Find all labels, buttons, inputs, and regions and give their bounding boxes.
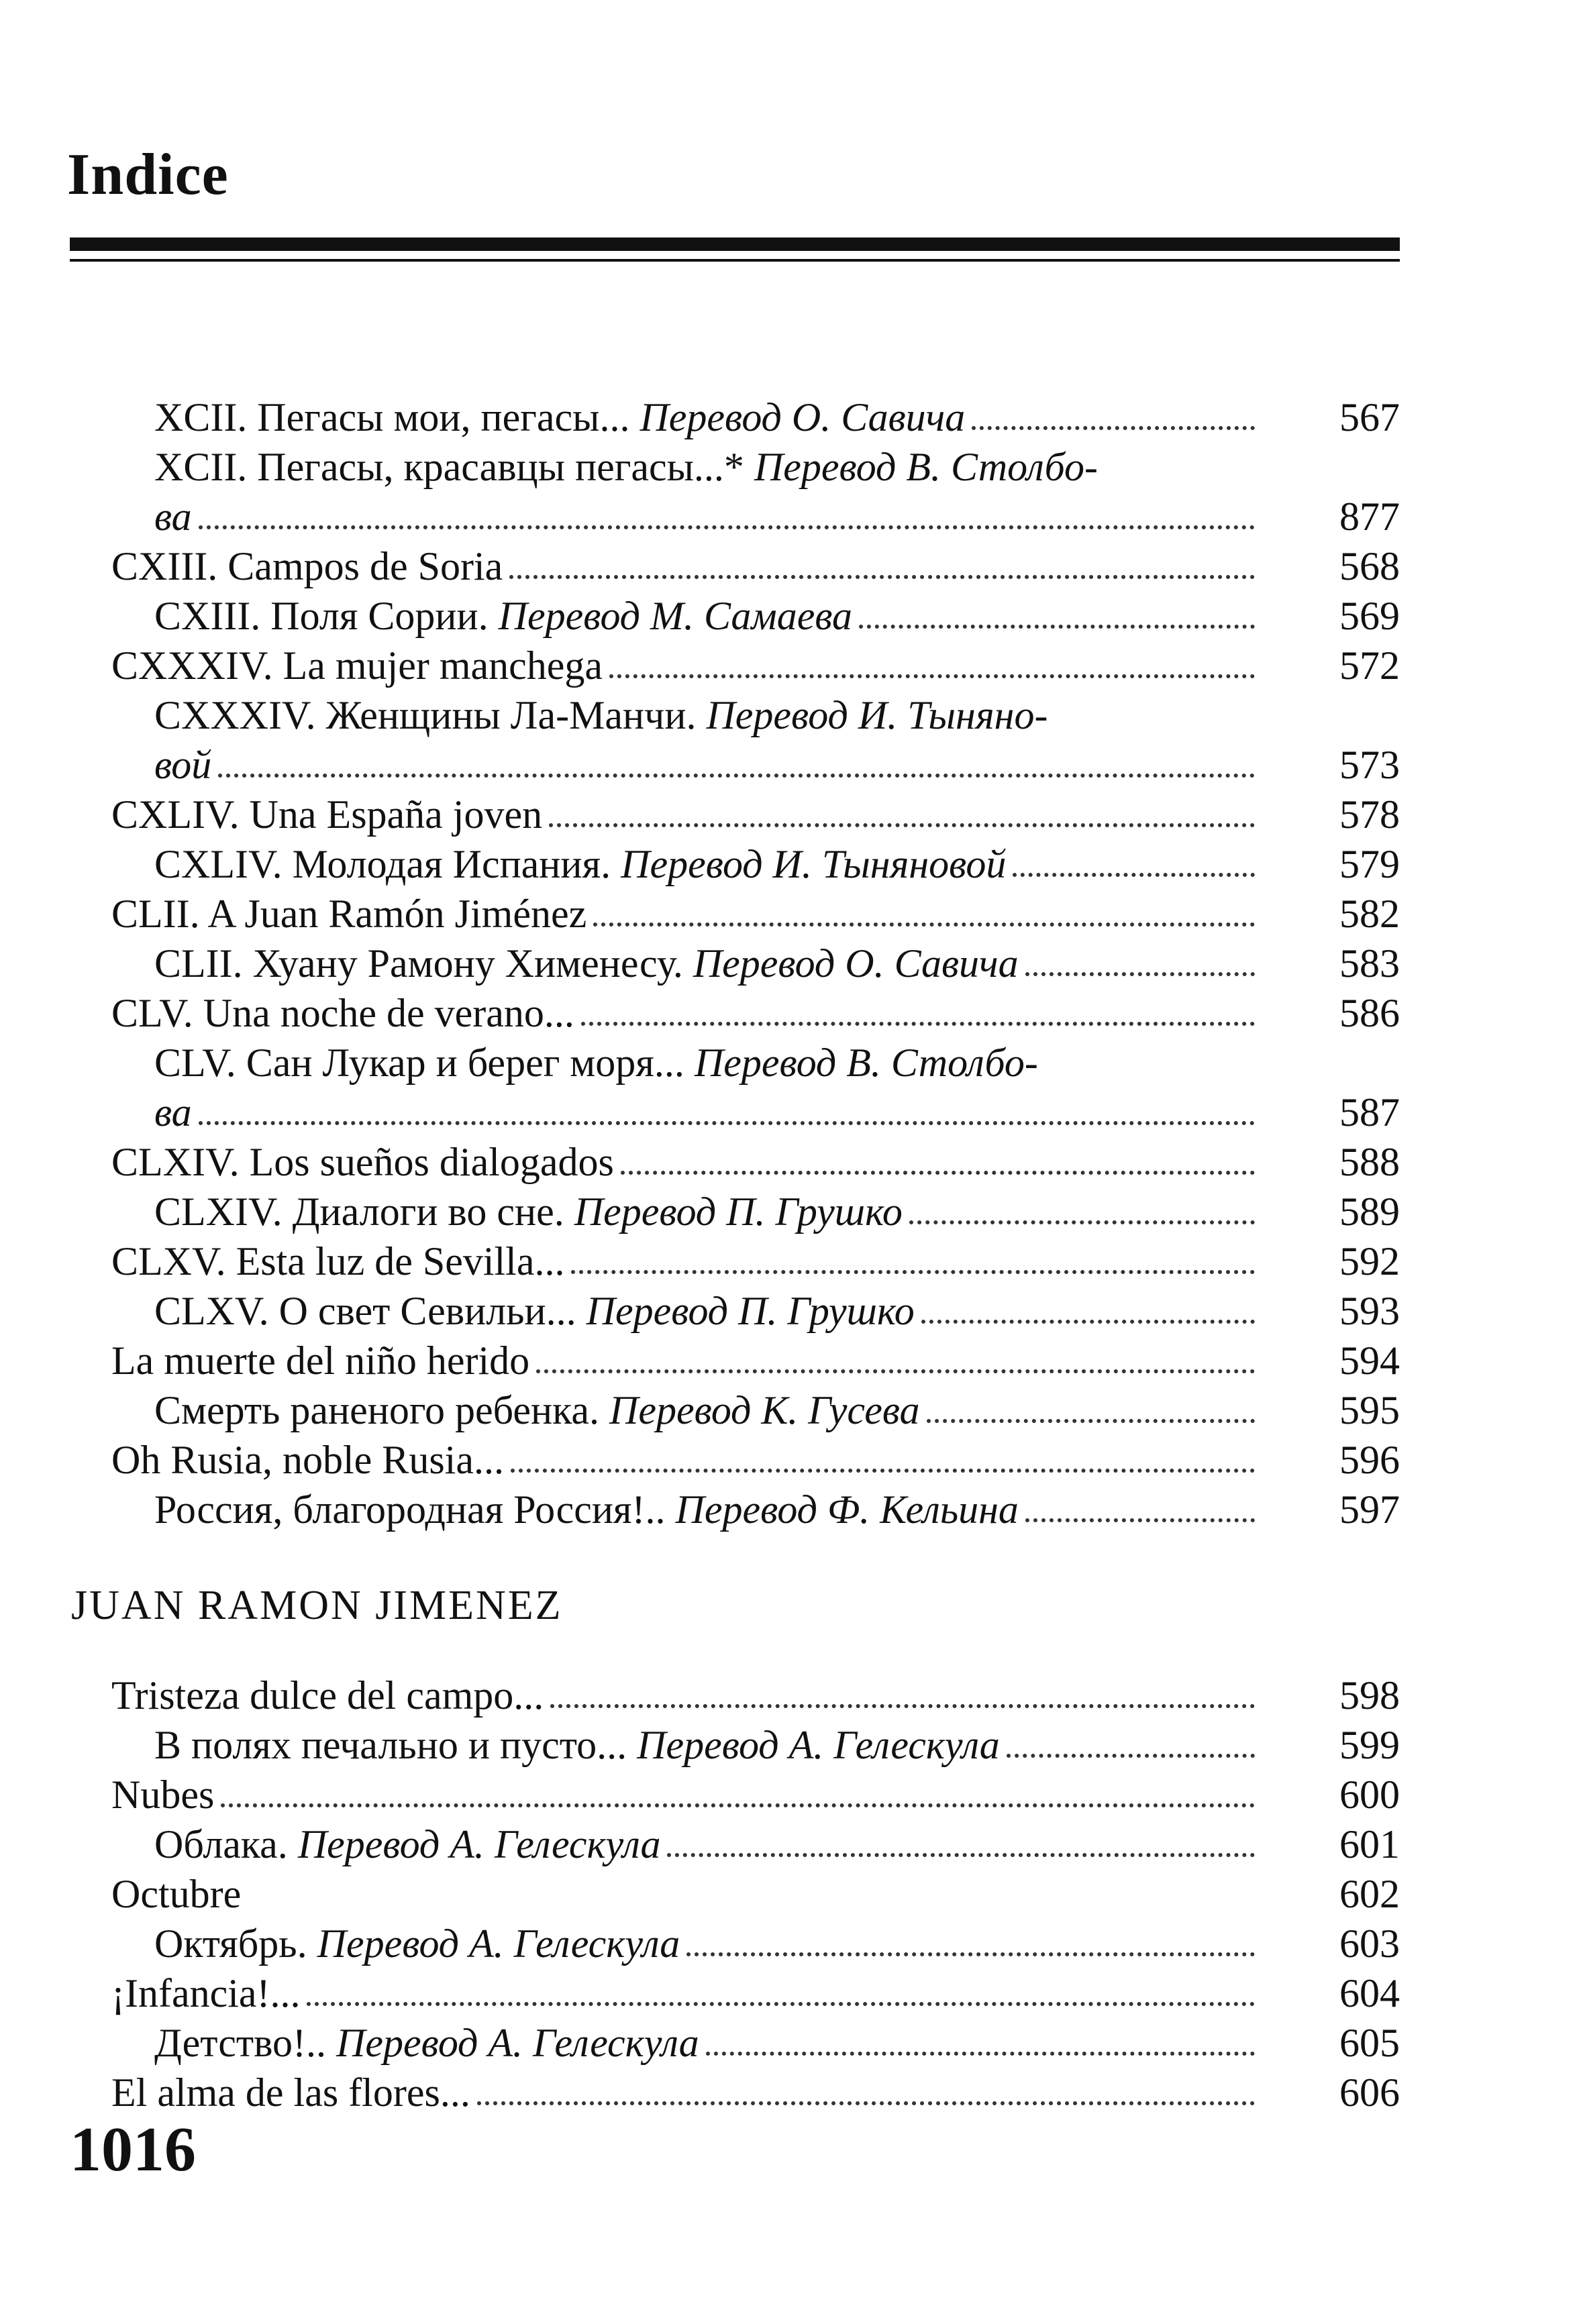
header-rule-thin — [70, 259, 1400, 262]
toc-entry-translator: ва — [154, 494, 192, 539]
dot-leader — [706, 2052, 1255, 2056]
toc-entry-page: 568 — [1339, 544, 1400, 588]
toc-entry — [154, 839, 1262, 889]
toc-entry-page: 592 — [1339, 1239, 1400, 1283]
toc-entry — [154, 392, 1262, 442]
toc-entry — [111, 1336, 1262, 1385]
dot-leader — [667, 1853, 1255, 1857]
toc-entry-title: Смерть раненого ребенка. — [154, 1388, 599, 1432]
toc-entry-page: 597 — [1339, 1487, 1400, 1532]
dot-leader — [581, 1022, 1255, 1026]
toc-entry-page: 579 — [1339, 842, 1400, 886]
dot-leader — [199, 1121, 1255, 1125]
dot-leader — [927, 1419, 1255, 1423]
toc-entry — [154, 1919, 1262, 1968]
dot-leader — [536, 1369, 1255, 1373]
toc-entry — [154, 492, 1262, 541]
toc-entry — [154, 2018, 1262, 2068]
dot-leader — [621, 1171, 1255, 1175]
toc-entry-title: Облака. — [154, 1822, 288, 1866]
dot-leader — [1025, 972, 1255, 976]
toc-entry-translator: Перевод В. Столбо- — [744, 445, 1098, 489]
toc-entry-title: CXIII. Campos de Soria — [111, 544, 503, 588]
toc-entry — [154, 740, 1262, 790]
toc-entry — [111, 790, 1262, 839]
toc-entry-page: 573 — [1339, 743, 1400, 787]
dot-leader — [921, 1320, 1255, 1324]
toc-entry-translator: Перевод О. Савича — [629, 395, 966, 439]
toc-entry — [111, 889, 1262, 939]
toc-entry-page: 606 — [1339, 2070, 1400, 2115]
toc-entry-page: 595 — [1339, 1388, 1400, 1432]
toc-entry-title: CXLIV. Молодая Испания. — [154, 842, 611, 886]
dot-leader — [221, 1803, 1255, 1807]
toc-entry-title: CLXIV. Диалоги во сне. — [154, 1190, 564, 1234]
toc-entry-title: CLXV. О свет Севильи... — [154, 1289, 576, 1333]
toc-entry-title: CLII. Хуану Рамону Хименесу. — [154, 941, 683, 986]
toc-entry-translator: Перевод П. Грушко — [564, 1190, 903, 1234]
toc-entry-title: Oh Rusia, noble Rusia... — [111, 1438, 504, 1482]
toc-entry-translator: Перевод П. Грушко — [576, 1289, 915, 1333]
toc-entry-title: CXXXIV. Женщины Ла-Манчи. — [154, 693, 697, 737]
dot-leader — [1007, 1754, 1255, 1758]
toc-entry — [111, 641, 1262, 690]
toc-entry-title: XCII. Пегасы мои, пегасы... — [154, 395, 630, 439]
toc-entry-translator: вой — [154, 743, 212, 787]
toc-entry — [154, 442, 1262, 492]
dot-leader — [972, 426, 1255, 430]
dot-leader — [609, 674, 1255, 678]
toc-entry-page: 599 — [1339, 1723, 1400, 1767]
toc-entry — [111, 2068, 1262, 2117]
toc-entry-title: CXXXIV. La mujer manchega — [111, 643, 603, 688]
dot-leader — [477, 2101, 1255, 2105]
toc-entry-title: Nubes — [111, 1773, 215, 1817]
toc-entry-title: CLV. Una noche de verano... — [111, 991, 574, 1035]
dot-leader — [549, 823, 1255, 827]
toc-entry-page: 605 — [1339, 2021, 1400, 2065]
toc-entry — [154, 1038, 1262, 1088]
toc-entry — [111, 1869, 1262, 1919]
toc-entry — [111, 1671, 1262, 1720]
toc-entry-title: CLXV. Esta luz de Sevilla... — [111, 1239, 565, 1283]
toc-entry-page: 594 — [1339, 1338, 1400, 1383]
toc-entry-page: 603 — [1339, 1921, 1400, 1966]
toc-entry — [111, 541, 1262, 591]
toc-entry-title: Детство!.. — [154, 2021, 326, 2065]
toc-entry-page: 596 — [1339, 1438, 1400, 1482]
toc-entry-translator: Перевод Ф. Кельина — [665, 1487, 1019, 1532]
toc-entry — [111, 1435, 1262, 1485]
dot-leader — [218, 774, 1255, 778]
toc-entry — [111, 1137, 1262, 1187]
toc-entry — [154, 690, 1262, 740]
toc-entry-page: 582 — [1339, 892, 1400, 936]
dot-leader — [571, 1270, 1255, 1274]
toc-entry-page: 598 — [1339, 1673, 1400, 1718]
toc-entry — [154, 1187, 1262, 1236]
toc-entry-translator: Перевод А. Гелескула — [287, 1822, 661, 1866]
toc-entry-page: 604 — [1339, 1971, 1400, 2015]
page-title: Indice — [67, 142, 229, 207]
dot-leader — [511, 1469, 1255, 1473]
dot-leader — [909, 1220, 1255, 1224]
toc-entry-page: 587 — [1339, 1090, 1400, 1134]
toc-entry-translator: Перевод О. Савича — [682, 941, 1019, 986]
toc-entry-title: El alma de las flores... — [111, 2070, 470, 2115]
toc-entry-title: CLII. A Juan Ramón Jiménez — [111, 892, 587, 936]
toc-entry-title: CLXIV. Los sueños dialogados — [111, 1140, 614, 1184]
toc-entry — [111, 988, 1262, 1038]
toc-entry — [111, 1968, 1262, 2018]
page-number: 1016 — [70, 2115, 196, 2184]
toc-entry-title: Россия, благородная Россия!.. — [154, 1487, 666, 1532]
dot-leader — [550, 1704, 1255, 1708]
toc-entry-page: 578 — [1339, 792, 1400, 837]
toc-entry-page: 567 — [1339, 395, 1400, 439]
toc-entry — [154, 939, 1262, 988]
toc-entry-title: CXLIV. Una España joven — [111, 792, 543, 837]
toc-entry-translator: Перевод А. Гелескула — [326, 2021, 699, 2065]
toc-entry-page: 589 — [1339, 1190, 1400, 1234]
dot-leader — [859, 625, 1255, 629]
toc-entry-translator: Перевод А. Гелескула — [307, 1921, 680, 1966]
dot-leader — [1025, 1518, 1255, 1522]
header-rule-thick — [70, 237, 1400, 251]
toc-entry-translator: Перевод В. Столбо- — [684, 1041, 1038, 1085]
toc-entry — [154, 1485, 1262, 1534]
toc-entry-page: 601 — [1339, 1822, 1400, 1866]
toc-entry-title: CXIII. Поля Сории. — [154, 594, 489, 638]
toc-entry — [154, 1720, 1262, 1770]
toc-entry-title: В полях печально и пусто... — [154, 1723, 627, 1767]
toc-entry-page: 583 — [1339, 941, 1400, 986]
dot-leader — [686, 1952, 1255, 1956]
toc-entry — [154, 1819, 1262, 1869]
toc-entry-translator: Перевод И. Тыняно- — [696, 693, 1048, 737]
toc-entry-title: La muerte del niño herido — [111, 1338, 530, 1383]
dot-leader — [593, 922, 1255, 927]
toc-entry-translator: Перевод И. Тыняновой — [611, 842, 1007, 886]
toc-entry-page: 593 — [1339, 1289, 1400, 1333]
toc-entry-title: Tristeza dulce del campo... — [111, 1673, 544, 1718]
toc-entry-page: 569 — [1339, 594, 1400, 638]
toc-entry-page: 877 — [1339, 494, 1400, 539]
toc-entry — [154, 1088, 1262, 1137]
toc-entry-translator: Перевод М. Самаева — [488, 594, 852, 638]
dot-leader — [199, 525, 1255, 529]
toc-entry-title: Octubre — [111, 1872, 242, 1916]
toc-entry-title: XCII. Пегасы, красавцы пегасы...* — [154, 445, 744, 489]
section-heading: JUAN RAMON JIMENEZ — [71, 1583, 563, 1628]
toc-entry-title: CLV. Сан Лукар и берег моря... — [154, 1041, 684, 1085]
dot-leader — [1013, 873, 1255, 877]
dot-leader — [509, 575, 1255, 579]
toc-entry-page: 588 — [1339, 1140, 1400, 1184]
toc-entry-page: 600 — [1339, 1773, 1400, 1817]
toc-entry — [111, 1770, 1262, 1819]
toc-entry — [154, 1286, 1262, 1336]
toc-entry-page: 602 — [1339, 1872, 1400, 1916]
toc-entry-translator: Перевод А. Гелескула — [627, 1723, 1000, 1767]
dot-leader — [307, 2002, 1255, 2006]
toc-entry — [111, 1236, 1262, 1286]
toc-entry-title: ¡Infancia!... — [111, 1971, 301, 2015]
toc-entry-translator: ва — [154, 1090, 192, 1134]
toc-entry-translator: Перевод К. Гусева — [599, 1388, 920, 1432]
toc-entry-page: 572 — [1339, 643, 1400, 688]
toc-entry-page: 586 — [1339, 991, 1400, 1035]
toc-entry-title: Октябрь. — [154, 1921, 307, 1966]
toc-entry — [154, 1385, 1262, 1435]
toc-entry — [154, 591, 1262, 641]
